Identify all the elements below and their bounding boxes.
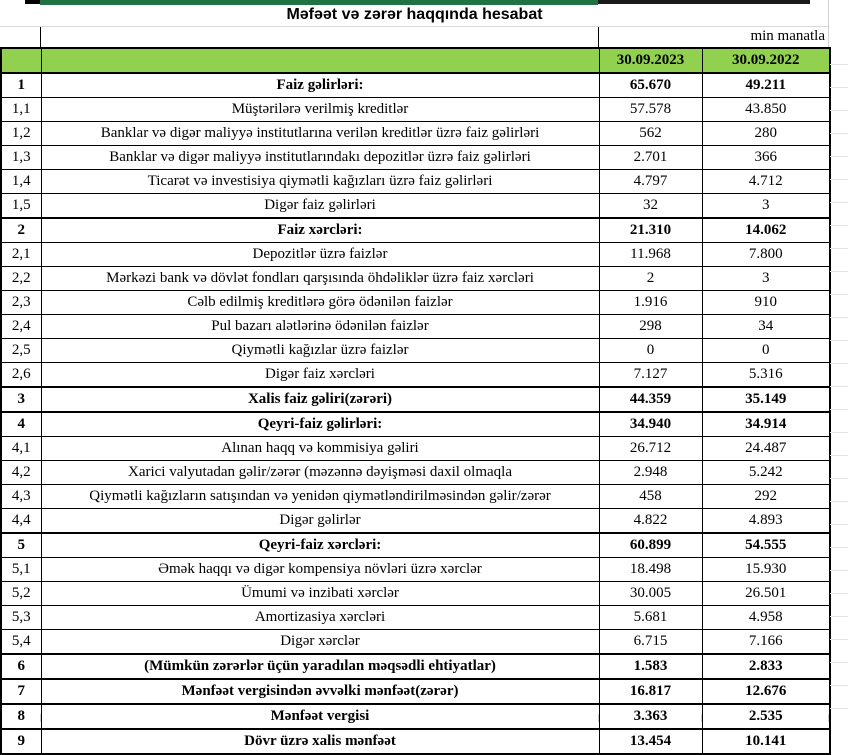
table-row	[1, 146, 830, 170]
row-label: Ümumi və inzibati xərclər	[41, 582, 599, 606]
row-value-2023: 1.583	[599, 654, 702, 679]
row-number: 2,2	[1, 267, 41, 291]
row-value-2022: 2.833	[702, 654, 830, 679]
row-number: 5,4	[1, 630, 41, 655]
row-value-2022: 24.487	[702, 437, 830, 461]
row-number: 1	[1, 73, 41, 98]
row-value-2023: 18.498	[599, 558, 702, 582]
table-row	[1, 654, 830, 679]
header-row	[1, 48, 830, 73]
table-row	[1, 98, 830, 122]
row-value-2023: 65.670	[599, 73, 702, 98]
row-label: Faiz gəlirləri:	[41, 73, 599, 98]
row-number: 4,1	[1, 437, 41, 461]
row-number: 6	[1, 654, 41, 679]
row-number: 7	[1, 679, 41, 704]
table-row	[1, 630, 830, 655]
row-value-2023: 0	[599, 339, 702, 363]
row-label: Alınan haqq və kommisiya gəliri	[41, 437, 599, 461]
unit-note: min manatla	[750, 28, 825, 44]
row-number: 5	[1, 533, 41, 558]
row-number: 2,5	[1, 339, 41, 363]
table-row	[1, 122, 830, 146]
table-row	[1, 729, 830, 754]
row-value-2023: 60.899	[599, 533, 702, 558]
row-value-2022: 54.555	[702, 533, 830, 558]
row-number: 8	[1, 704, 41, 729]
table-row	[1, 267, 830, 291]
row-value-2023: 562	[599, 122, 702, 146]
row-value-2022: 34.914	[702, 412, 830, 437]
table-row	[1, 315, 830, 339]
row-label: Digər gəlirlər	[41, 509, 599, 534]
table-row	[1, 387, 830, 412]
row-number: 5,2	[1, 582, 41, 606]
table-row	[1, 533, 830, 558]
row-label: Faiz xərcləri:	[41, 218, 599, 243]
row-number: 2	[1, 218, 41, 243]
gridline-tick	[701, 714, 702, 722]
row-value-2023: 298	[599, 315, 702, 339]
row-number: 2,3	[1, 291, 41, 315]
row-value-2022: 26.501	[702, 582, 830, 606]
row-label: Banklar və digər maliyyə institutlarına verilən kreditlər üzrə faiz gəlirləri	[41, 122, 599, 146]
row-value-2022: 2.535	[702, 704, 830, 729]
row-value-2022: 292	[702, 485, 830, 509]
row-value-2022: 5.242	[702, 461, 830, 485]
table-row	[1, 606, 830, 630]
row-label: Dövr üzrə xalis mənfəət	[41, 729, 599, 754]
cell-border	[598, 27, 599, 47]
row-value-2023: 5.681	[599, 606, 702, 630]
row-value-2022: 34	[702, 315, 830, 339]
row-value-2023: 4.822	[599, 509, 702, 534]
row-value-2023: 26.712	[599, 437, 702, 461]
row-number: 4,4	[1, 509, 41, 534]
row-label: Qiymətli kağızların satışından və yenidən qiymətləndirilməsindən gəlir/zərər	[41, 485, 599, 509]
table-row	[1, 73, 830, 98]
row-value-2023: 2.701	[599, 146, 702, 170]
row-value-2022: 366	[702, 146, 830, 170]
row-value-2023: 1.916	[599, 291, 702, 315]
table-row	[1, 437, 830, 461]
row-value-2023: 7.127	[599, 363, 702, 388]
row-number: 5,3	[1, 606, 41, 630]
row-value-2022: 12.676	[702, 679, 830, 704]
cell-border	[40, 27, 41, 47]
table-row	[1, 582, 830, 606]
row-value-2022: 43.850	[702, 98, 830, 122]
row-number: 2,4	[1, 315, 41, 339]
row-label: Müştərilərə verilmiş kreditlər	[41, 98, 599, 122]
report-table	[0, 47, 831, 755]
table-row	[1, 485, 830, 509]
row-label: Digər faiz xərcləri	[41, 363, 599, 388]
row-value-2022: 910	[702, 291, 830, 315]
table-row	[1, 194, 830, 219]
row-label: Qeyri-faiz gəlirləri:	[41, 412, 599, 437]
row-label: Qeyri-faiz xərcləri:	[41, 533, 599, 558]
row-number: 4	[1, 412, 41, 437]
row-value-2022: 4.893	[702, 509, 830, 534]
row-value-2022: 4.958	[702, 606, 830, 630]
table-row	[1, 412, 830, 437]
row-value-2022: 4.712	[702, 170, 830, 194]
unit-note-row	[0, 26, 825, 47]
row-label: Mənfəət vergisi	[41, 704, 599, 729]
table-row	[1, 679, 830, 704]
row-number: 9	[1, 729, 41, 754]
row-value-2023: 4.797	[599, 170, 702, 194]
row-value-2022: 49.211	[702, 73, 830, 98]
table-row	[1, 509, 830, 534]
row-label: Digər xərclər	[41, 630, 599, 655]
row-value-2022: 15.930	[702, 558, 830, 582]
table-row	[1, 218, 830, 243]
row-number: 2,6	[1, 363, 41, 388]
table-row	[1, 704, 830, 729]
row-value-2023: 2.948	[599, 461, 702, 485]
row-value-2023: 6.715	[599, 630, 702, 655]
row-label: Depozitlər üzrə faizlər	[41, 243, 599, 267]
row-value-2022: 14.062	[702, 218, 830, 243]
row-label: Pul bazarı alətlərinə ödənilən faizlər	[41, 315, 599, 339]
table-row	[1, 461, 830, 485]
gridline-tick	[40, 714, 41, 722]
row-number: 4,3	[1, 485, 41, 509]
table-row	[1, 558, 830, 582]
table-row	[1, 363, 830, 388]
row-label: Əmək haqqı və digər kompensiya növləri üzrə xərclər	[41, 558, 599, 582]
row-value-2023: 11.968	[599, 243, 702, 267]
row-label: Banklar və digər maliyyə institutlarındakı depozitlər üzrə faiz gəlirləri	[41, 146, 599, 170]
table-row	[1, 170, 830, 194]
row-value-2022: 10.141	[702, 729, 830, 754]
row-value-2022: 5.316	[702, 363, 830, 388]
header-cell-no	[1, 48, 41, 73]
row-label: Cəlb edilmiş kreditlərə görə ödənilən faizlər	[41, 291, 599, 315]
row-label: Xalis faiz gəliri(zərəri)	[41, 387, 599, 412]
row-number: 1,1	[1, 98, 41, 122]
row-label: (Mümkün zərərlər üçün yaradılan məqsədli ehtiyatlar)	[41, 654, 599, 679]
row-value-2022: 35.149	[702, 387, 830, 412]
table-row	[1, 243, 830, 267]
row-number: 3	[1, 387, 41, 412]
row-value-2023: 458	[599, 485, 702, 509]
row-number: 5,1	[1, 558, 41, 582]
header-cell-date-2023: 30.09.2023	[599, 48, 702, 73]
row-value-2023: 32	[599, 194, 702, 219]
row-number: 1,4	[1, 170, 41, 194]
row-label: Mənfəət vergisindən əvvəlki mənfəət(zərər)	[41, 679, 599, 704]
row-value-2023: 21.310	[599, 218, 702, 243]
row-label: Xarici valyutadan gəlir/zərər (məzənnə dəyişməsi daxil olmaqla	[41, 461, 599, 485]
row-number: 1,3	[1, 146, 41, 170]
row-value-2023: 44.359	[599, 387, 702, 412]
row-label: Amortizasiya xərcləri	[41, 606, 599, 630]
row-value-2023: 57.578	[599, 98, 702, 122]
row-number: 2,1	[1, 243, 41, 267]
sheet-gridlines-gutter	[830, 47, 848, 722]
row-value-2023: 3.363	[599, 704, 702, 729]
row-value-2023: 34.940	[599, 412, 702, 437]
row-label: Qiymətli kağızlar üzrə faizlər	[41, 339, 599, 363]
row-number: 1,2	[1, 122, 41, 146]
row-value-2022: 7.800	[702, 243, 830, 267]
table-row	[1, 339, 830, 363]
table-row	[1, 291, 830, 315]
gridline-tick	[828, 714, 829, 722]
row-value-2023: 13.454	[599, 729, 702, 754]
row-label: Ticarət və investisiya qiymətli kağızları üzrə faiz gəlirləri	[41, 170, 599, 194]
header-cell-label	[41, 48, 599, 73]
row-value-2022: 3	[702, 267, 830, 291]
row-value-2022: 0	[702, 339, 830, 363]
row-value-2022: 280	[702, 122, 830, 146]
gridline-tick	[598, 714, 599, 722]
row-label: Digər faiz gəlirləri	[41, 194, 599, 219]
row-value-2023: 30.005	[599, 582, 702, 606]
row-number: 4,2	[1, 461, 41, 485]
row-value-2023: 16.817	[599, 679, 702, 704]
row-value-2022: 7.166	[702, 630, 830, 655]
header-cell-date-2022: 30.09.2022	[702, 48, 830, 73]
report-title: Məfəət və zərər haqqında hesabat	[286, 6, 543, 23]
row-label: Mərkəzi bank və dövlət fondları qarşısında öhdəliklər üzrə faiz xərcləri	[41, 267, 599, 291]
row-value-2022: 3	[702, 194, 830, 219]
row-value-2023: 2	[599, 267, 702, 291]
gridline-vertical	[828, 0, 829, 47]
row-number: 1,5	[1, 194, 41, 219]
